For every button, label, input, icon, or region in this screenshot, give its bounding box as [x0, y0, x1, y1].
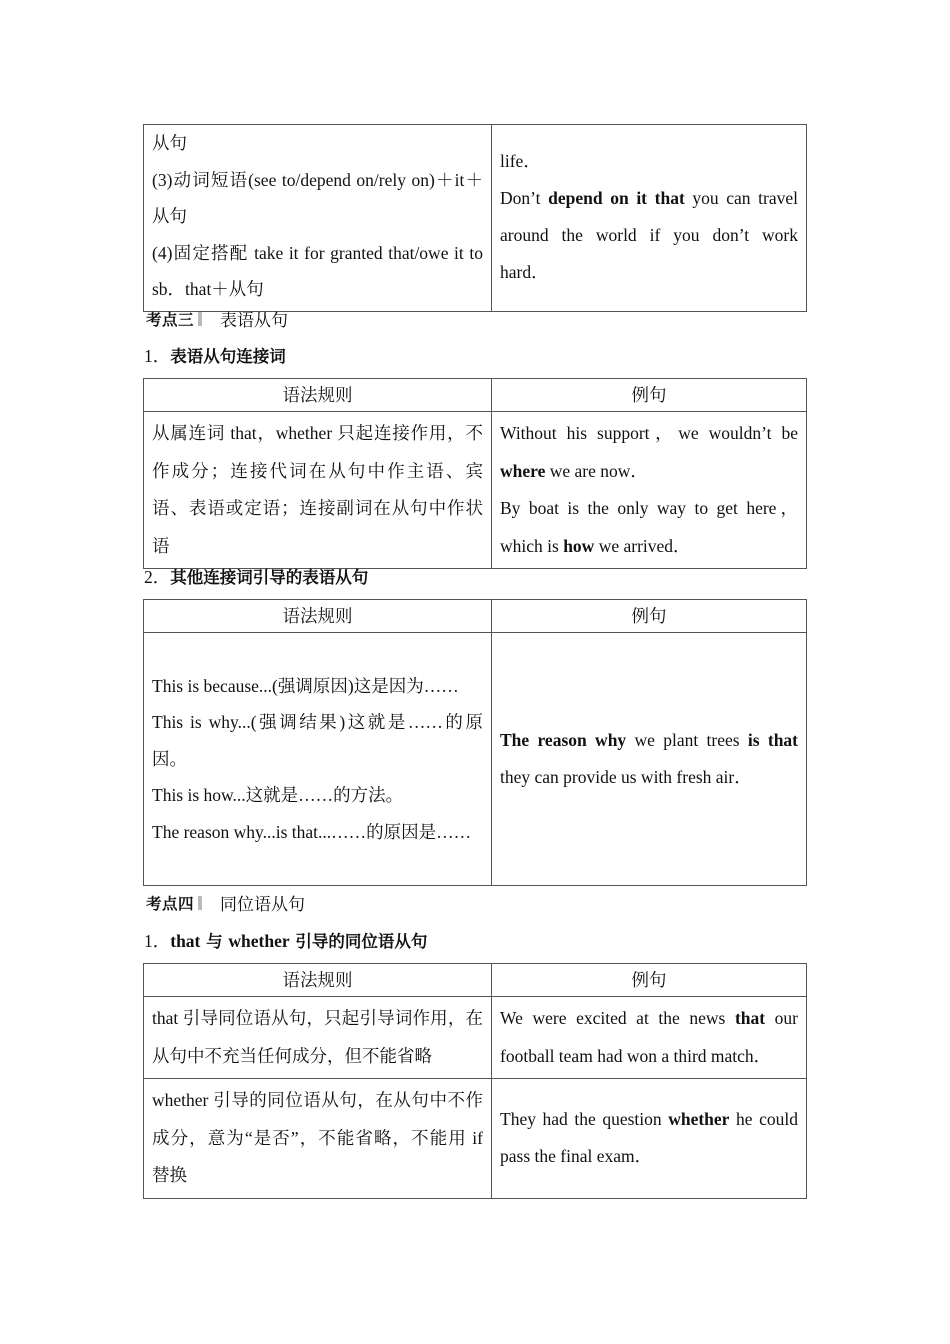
section-title: 表语从句 — [220, 311, 289, 331]
rule-line: (4)固定搭配 take it for granted that/owe it to sb．that＋从句 — [152, 242, 483, 299]
section-tag: 考点四 — [146, 894, 195, 913]
example-bold: that — [734, 1008, 766, 1028]
rule-line: 从句 — [152, 133, 187, 153]
grammar-table — [143, 599, 807, 886]
example-text: our football team had won a third match． — [500, 1008, 798, 1066]
header-examples: 例句 — [492, 379, 807, 412]
rule-cell: that 引导同位语从句，只起引导词作用，在从句中不充当任何成分，但不能省略 — [144, 997, 492, 1079]
rule-cell — [144, 633, 492, 886]
example-cell — [492, 633, 807, 886]
grammar-table — [143, 963, 807, 1199]
example-text: Don’t — [500, 187, 549, 208]
example-text: We were excited at the news — [500, 1008, 735, 1028]
section-tag: 考点三 — [146, 310, 195, 329]
subsection-heading — [144, 343, 286, 368]
header-examples: 例句 — [492, 964, 807, 997]
example-bold: The reason why — [500, 729, 627, 750]
example-text: he could pass the final exam． — [500, 1108, 799, 1167]
rule-line: This is how...这就是……的方法。 — [152, 785, 404, 806]
rule-cell: whether 引导的同位语从句，在从句中不作成分，意为“是否”，不能省略，不能用 if 替换 — [144, 1079, 492, 1199]
grammar-table — [143, 378, 807, 569]
example-text: By boat is the only way to get here，which is — [500, 498, 798, 556]
subsection-number: 2． — [144, 567, 171, 587]
tag-marker — [198, 312, 202, 326]
subsection-title: 表语从句连接词 — [170, 347, 286, 366]
example-text: they can provide us with fresh air． — [500, 767, 752, 787]
rule-cell — [144, 125, 492, 312]
example-bold: is that — [747, 729, 798, 750]
subsection-title-en: whether — [228, 931, 290, 951]
rule-cell: 从属连词 that，whether 只起连接作用，不作成分；连接代词在从句中作主语、宾语、表语或定语；连接副词在从句中作状语 — [144, 412, 492, 569]
header-rules: 语法规则 — [144, 379, 492, 412]
example-bold: depend on it that — [548, 187, 685, 208]
header-rules: 语法规则 — [144, 600, 492, 633]
example-text: you can travel around the world if you don’t work hard． — [500, 187, 799, 282]
subsection-number: 1． — [144, 931, 171, 951]
example-text: we plant trees — [626, 729, 748, 750]
subsection-title: 与 — [200, 932, 229, 951]
subsection-title: 其他连接词引导的表语从句 — [170, 568, 369, 587]
example-text: we arrived． — [594, 535, 691, 556]
rule-line: (3)动词短语(see to/depend on/rely on)＋it＋从句 — [152, 169, 483, 226]
rule-line: The reason why...is that...……的原因是…… — [152, 821, 472, 842]
subsection-number: 1． — [144, 346, 171, 366]
example-bold: how — [563, 535, 595, 556]
subsection-heading — [144, 564, 368, 589]
subsection-title-en: that — [170, 931, 201, 951]
section-heading — [146, 890, 305, 915]
example-text: Without his support，we wouldn’t be — [500, 423, 798, 443]
example-text: They had the question — [500, 1108, 669, 1129]
section-title: 同位语从句 — [220, 895, 306, 915]
rule-line: This is because...(强调原因)这是因为…… — [152, 675, 459, 696]
subsection-heading — [144, 928, 427, 953]
example-bold: where — [500, 460, 546, 481]
example-text: we are now． — [545, 460, 648, 481]
section-heading — [146, 306, 288, 331]
tag-marker — [198, 896, 202, 910]
subsection-title: 引导的同位语从句 — [289, 932, 428, 951]
example-cell — [492, 412, 807, 569]
example-bold: whether — [668, 1108, 730, 1129]
header-examples: 例句 — [492, 600, 807, 633]
header-rules: 语法规则 — [144, 964, 492, 997]
example-line: life． — [500, 150, 541, 171]
continuation-table — [143, 124, 807, 312]
example-cell — [492, 125, 807, 312]
rule-line: This is why...(强调结果)这就是……的原因。 — [152, 712, 483, 769]
example-cell — [492, 997, 807, 1079]
example-cell — [492, 1079, 807, 1199]
